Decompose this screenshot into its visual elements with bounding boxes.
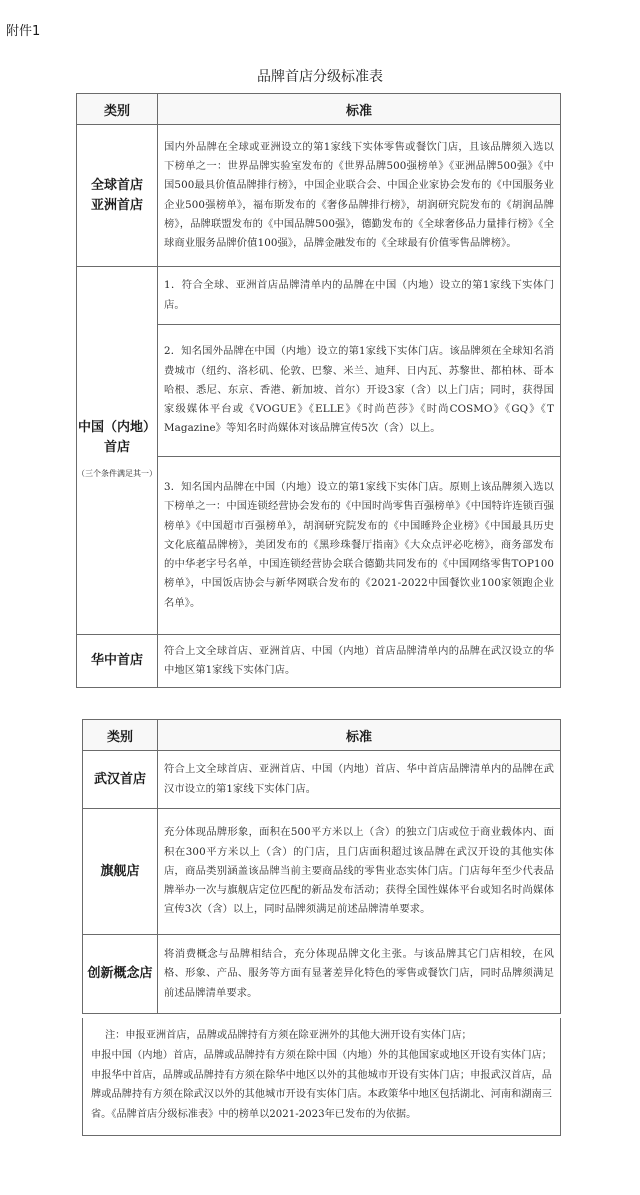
category-flagship: 旗舰店	[83, 809, 158, 935]
header-standard-2: 标准	[158, 720, 561, 751]
standard-flagship: 充分体现品牌形象，面积在500平方米以上（含）的独立门店或位于商业载体内、面积在300平方米以上（含）的门店，且门店面积超过该品牌在武汉开设的其他实体店，商品类别涵盖该品牌当前主要商品线的零售业态实体门店。门店每年至少代表品牌举办一次与旗舰店定位匹配的新品发布活动；获得全国性媒体平台或知名时尚媒体宣传3次（含）以上，同时品牌须满足前述品牌清单要求。	[158, 809, 561, 935]
brand-store-table-part1	[76, 93, 561, 688]
table-row-central	[77, 635, 561, 688]
table-row-global	[77, 125, 561, 267]
category-central: 华中首店	[77, 635, 158, 688]
standard-global-asia: 国内外品牌在全球或亚洲设立的第1家线下实体零售或餐饮门店，且该品牌须入选以下榜单之一：世界品牌实验室发布的《世界品牌500强榜单》《亚洲品牌500强》《中国500最具价值品牌排行榜》，中国企业联合会、中国企业家协会发布的《中国服务业企业500强榜单》，福布斯发布的《奢侈品牌排行榜》，胡润研究院发布的《胡润品牌榜》，品牌联盟发布的《中国品牌500强》，德勤发布的《全球奢侈品力量排行榜》《全球商业服务品牌价值100强》，品牌金融发布的《全球最有价值零售品牌榜》。	[158, 125, 561, 267]
notes-table	[82, 1018, 561, 1136]
category-china-label-2: 首店	[103, 439, 130, 455]
table-row-concept	[83, 935, 561, 1014]
standard-concept: 将消费概念与品牌相结合，充分体现品牌文化主张。与该品牌其它门店相较，在风格、形象、产品、服务等方面有显著差异化特色的零售或餐饮门店，同时品牌须满足前述品牌清单要求。	[158, 935, 561, 1014]
category-china-note: （三个条件满足其一）	[77, 468, 157, 478]
table-header-row	[77, 94, 561, 125]
note-line-2: 申报中国（内地）首店，品牌或品牌持有方须在除中国（内地）外的其他国家或地区开设有实体门店；申报华中首店，品牌或品牌持有方须在除华中地区以外的其他城市开设有实体门店；申报武汉首店，品牌或品牌持有方须在除武汉以外的其他城市开设有实体门店。本政策华中地区包括湖北、河南和湖南三省。《品牌首店分级标准表》中的榜单以2021-2023年已发布的为依据。	[91, 1049, 552, 1121]
header-category-2: 类别	[83, 720, 158, 751]
category-asia-label: 亚洲首店	[90, 197, 143, 213]
table-row-flagship	[83, 809, 561, 935]
table-row-wuhan	[83, 751, 561, 809]
table-header-row-2	[83, 720, 561, 751]
document-title: 品牌首店分级标准表	[257, 69, 383, 85]
category-concept: 创新概念店	[83, 935, 158, 1014]
category-china	[77, 267, 158, 635]
standard-central: 符合上文全球首店、亚洲首店、中国（内地）首店品牌清单内的品牌在武汉设立的华中地区第1家线下实体门店。	[158, 635, 561, 688]
standard-china-item1: 1．符合全球、亚洲首店品牌清单内的品牌在中国（内地）设立的第1家线下实体门店。	[158, 267, 561, 325]
table-row-china-1	[77, 267, 561, 325]
notes-cell	[83, 1018, 561, 1135]
category-global-asia	[77, 125, 158, 267]
notes-row	[83, 1018, 561, 1135]
standard-china-item3: 3．知名国内品牌在中国（内地）设立的第1家线下实体门店。原则上该品牌须入选以下榜单之一：中国连锁经营协会发布的《中国时尚零售百强榜单》《中国特许连锁百强榜单》《中国超市百强榜单》，胡润研究院发布的《中国睡羚企业榜》《中国最具历史文化底蕴品牌榜》，美团发布的《黑珍珠餐厅指南》《大众点评必吃榜》，商务部发布的中华老字号名单，中国连锁经营协会联合德勤共同发布的《中国网络零售TOP100榜单》，中国饭店协会与新华网联合发布的《2021-2022中国餐饮业100家领跑企业名单》。	[158, 457, 561, 635]
standard-wuhan: 符合上文全球首店、亚洲首店、中国（内地）首店、华中首店品牌清单内的品牌在武汉市设立的第1家线下实体门店。	[158, 751, 561, 809]
attachment-label: 附件1	[6, 24, 41, 39]
brand-store-table-part2	[82, 719, 561, 1014]
category-wuhan: 武汉首店	[83, 751, 158, 809]
header-standard: 标准	[158, 94, 561, 125]
header-category: 类别	[77, 94, 158, 125]
category-global-label: 全球首店	[90, 177, 143, 193]
standard-china-item2: 2．知名国外品牌在中国（内地）设立的第1家线下实体门店。该品牌须在全球知名消费城市（纽约、洛杉矶、伦敦、巴黎、米兰、迪拜、日内瓦、苏黎世、都柏林、哥本哈根、悉尼、东京、香港、新加坡、首尔）开设3家（含）以上门店；同时，获得国家级媒体平台或《VOGUE》《ELLE》《时尚芭莎》《时尚COSMO》《GQ》《T Magazine》等知名时尚媒体对该品牌宣传5次（含）以上。	[158, 325, 561, 457]
category-china-label: 中国（内地）	[77, 419, 156, 435]
note-line-1: 注：申报亚洲首店，品牌或品牌持有方须在除亚洲外的其他大洲开设有实体门店；	[105, 1030, 472, 1041]
